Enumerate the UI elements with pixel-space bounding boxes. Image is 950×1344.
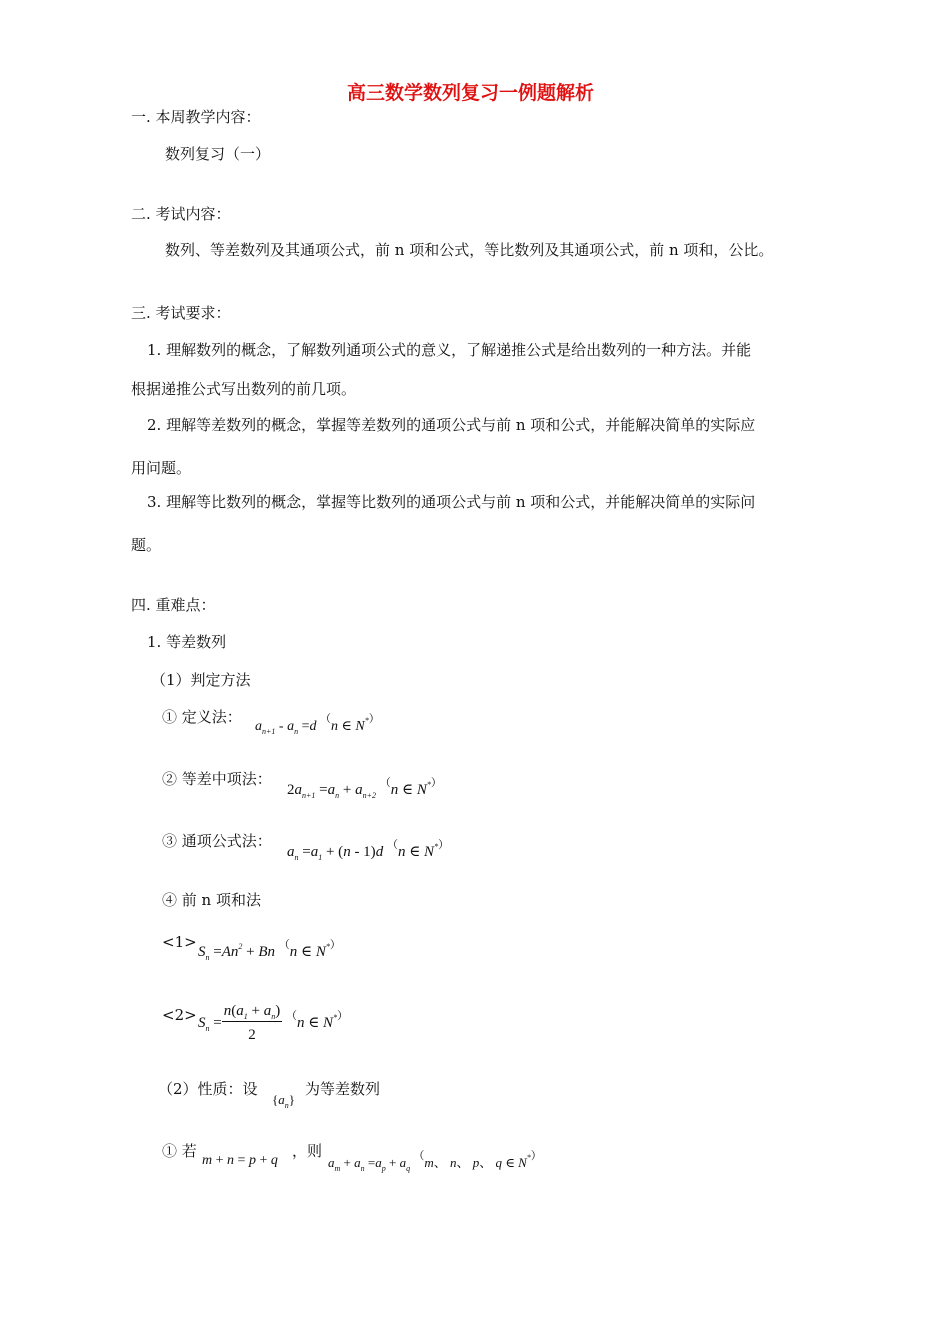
part-judgement-methods: （1）判定方法: [151, 671, 251, 689]
sequence-symbol: $\{a_n\}$: [272, 1092, 295, 1110]
requirement-3-line2: 题。: [131, 536, 162, 554]
section-1-body: 数列复习（一）: [165, 145, 271, 163]
section-2-body: 数列、等差数列及其通项公式，前 n 项和公式，等比数列及其通项公式，前 n 项和，公比。: [165, 241, 774, 259]
formula-property-condition: m + n = p + q: [202, 1153, 278, 1168]
requirement-3-line1: 3. 理解等比数列的概念，掌握等比数列的通项公式与前 n 项和公式，并能解决简单的实际问: [147, 493, 756, 511]
section-2-heading: 二. 考试内容：: [131, 205, 231, 223]
section-3-heading: 三. 考试要求：: [131, 304, 231, 322]
method-definition-label: ① 定义法：: [162, 708, 242, 726]
property-1-label: ① 若: [162, 1142, 197, 1160]
subsection-arithmetic: 1. 等差数列: [147, 633, 227, 651]
requirement-2-line2: 用问题。: [131, 459, 192, 477]
requirement-2-line1: 2. 理解等差数列的概念，掌握等差数列的通项公式与前 n 项和公式，并能解决简单的实际应: [147, 416, 756, 434]
method-general-term-label: ③ 通项公式法：: [162, 832, 272, 850]
sum-formula-2-label: <2>: [162, 1006, 197, 1024]
page-title: 高三数学数列复习一例题解析: [347, 82, 595, 104]
formula-definition: $a_{n+1} - a_n =d$ （n ∈ N*）: [255, 713, 380, 736]
requirement-1-line2: 根据递推公式写出数列的前几项。: [131, 380, 357, 398]
part-properties-tail: 为等差数列: [305, 1080, 381, 1098]
sum-formula-1-label: <1>: [162, 933, 197, 951]
section-1-heading: 一. 本周教学内容：: [131, 108, 261, 126]
property-1-then: ，则: [292, 1142, 323, 1160]
section-4-heading: 四. 重难点：: [131, 596, 216, 614]
method-middle-term-label: ② 等差中项法：: [162, 770, 272, 788]
formula-middle-term: $2a_{n+1} =a_n + a_{n+2}$ （n ∈ N*）: [287, 777, 442, 800]
formula-general-term: $a_n =a_1 + (n - 1)d$ （n ∈ N*）: [287, 839, 450, 862]
method-partial-sum-label: ④ 前 n 项和法: [162, 891, 261, 909]
formula-property-result: $a_m + a_n =a_p + a_q$ （m、 n、 p、 q ∈ N*）: [328, 1150, 542, 1173]
formula-sum-1: $S_n =An^2 + Bn$ （n ∈ N*）: [198, 939, 341, 962]
formula-sum-2: $S_n$ = $\frac{n(a_1 + a_n)}{2}$ （n ∈ N*）: [198, 1003, 349, 1043]
part-properties-label: （2）性质：设: [158, 1080, 258, 1098]
requirement-1-line1: 1. 理解数列的概念，了解数列通项公式的意义，了解递推公式是给出数列的一种方法。并能: [147, 341, 752, 359]
